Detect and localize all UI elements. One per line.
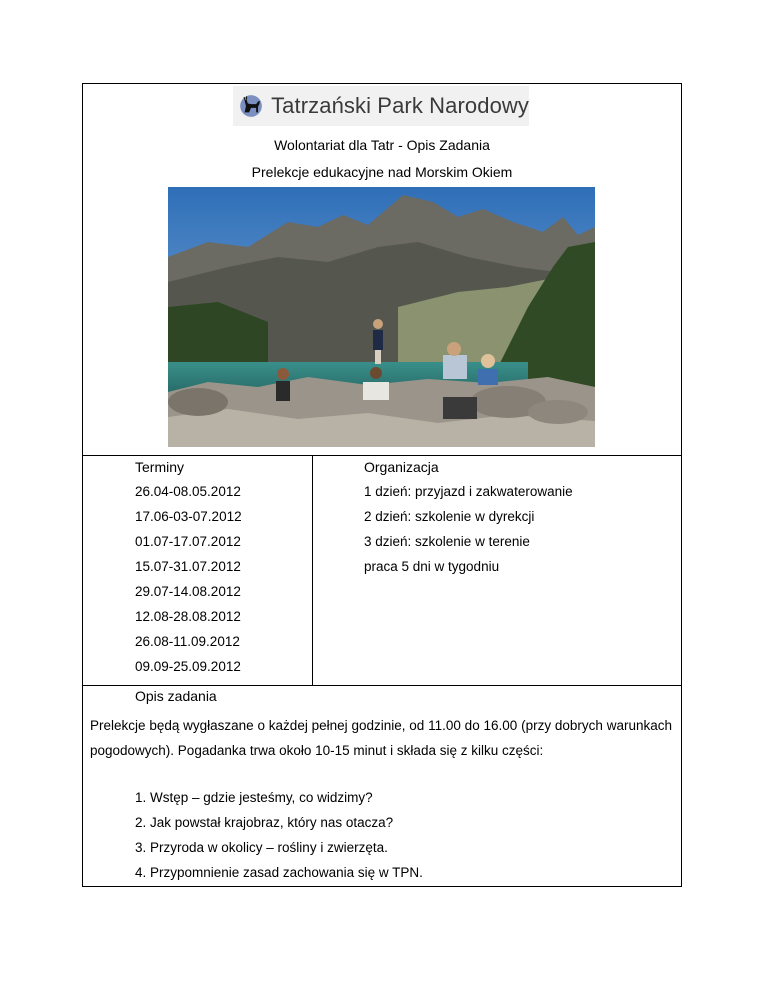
table-column-divider — [312, 455, 313, 685]
page-title: Wolontariat dla Tatr - Opis Zadania — [274, 137, 490, 153]
organization-row: 3 dzień: szkolenie w terenie — [364, 534, 530, 549]
list-item: 3. Przyroda w okolicy – rośliny i zwierzęta. — [135, 840, 388, 855]
organization-header: Organizacja — [364, 459, 439, 475]
task-description: Prelekcje będą wygłaszane o każdej pełnej godzinie, od 11.00 do 16.00 (przy dobrych warunkach pogodowych). Pogadanka trwa około 10-15 minut i składa się z kilku części: — [90, 718, 672, 758]
organization-row: 2 dzień: szkolenie w dyrekcji — [364, 509, 535, 524]
term-row: 09.09-25.09.2012 — [135, 659, 241, 674]
park-logo — [233, 86, 529, 126]
task-header: Opis zadania — [135, 688, 217, 704]
term-row: 01.07-17.07.2012 — [135, 534, 241, 549]
term-row: 17.06-03-07.2012 — [135, 509, 242, 524]
term-row: 15.07-31.07.2012 — [135, 559, 241, 574]
terms-header: Terminy — [135, 459, 185, 475]
term-row: 26.04-08.05.2012 — [135, 484, 241, 499]
term-row: 26.08-11.09.2012 — [135, 634, 240, 649]
table-top-border — [82, 455, 682, 456]
mountain-lake-photo — [168, 187, 595, 447]
list-item: 1. Wstęp – gdzie jesteśmy, co widzimy? — [135, 790, 373, 805]
list-item: 2. Jak powstał krajobraz, który nas otacza? — [135, 815, 394, 830]
logo-text: Tatrzański Park Narodowy — [271, 93, 529, 118]
term-row: 12.08-28.08.2012 — [135, 609, 241, 624]
mountain-lake-illustration — [168, 187, 595, 447]
organization-row: 1 dzień: przyjazd i zakwaterowanie — [364, 484, 573, 499]
term-row: 29.07-14.08.2012 — [135, 584, 241, 599]
organization-row: praca 5 dni w tygodniu — [364, 559, 500, 574]
table-bottom-border — [82, 685, 682, 686]
chamois-icon — [237, 86, 265, 126]
list-item: 4. Przypomnienie zasad zachowania się w TPN. — [135, 865, 423, 880]
page-subtitle: Prelekcje edukacyjne nad Morskim Okiem — [251, 164, 513, 180]
